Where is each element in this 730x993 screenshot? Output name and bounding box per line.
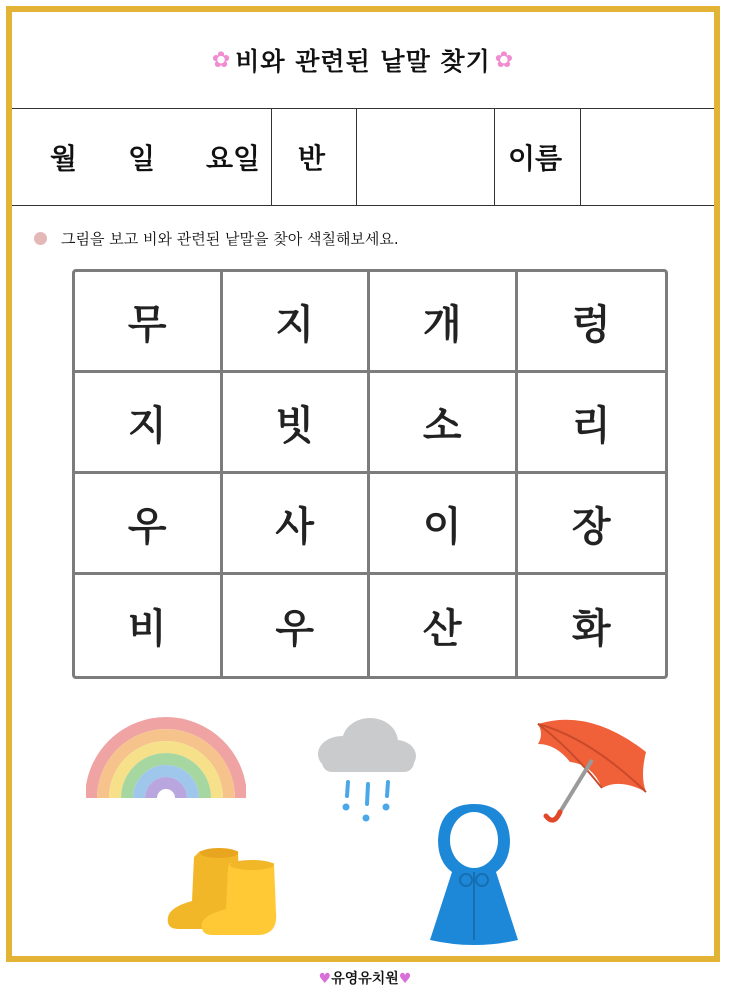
divider — [271, 109, 272, 205]
footer — [0, 968, 730, 988]
heart-icon: ♥ — [398, 971, 412, 987]
grid-cell[interactable]: 우 — [75, 474, 223, 575]
month-label: 월 — [50, 142, 78, 175]
grid-cell[interactable]: 산 — [370, 575, 518, 676]
grid-cell[interactable]: 화 — [571, 606, 611, 652]
grid-cell[interactable]: 무 — [75, 272, 223, 373]
rain-cloud-icon — [312, 712, 422, 830]
class-label: 반 — [298, 142, 326, 175]
grid-cell[interactable]: 리 — [518, 373, 666, 474]
worksheet-frame — [6, 6, 720, 962]
grid-cell[interactable]: 비 — [75, 575, 223, 676]
divider — [12, 108, 714, 109]
divider — [580, 109, 581, 205]
footer-text: 유영유치원 — [331, 971, 399, 987]
flower-icon: ✿ — [494, 47, 515, 73]
divider — [12, 205, 714, 206]
flower-icon: ✿ — [211, 47, 232, 73]
grid-cell[interactable]: 이 — [370, 474, 518, 575]
word-grid — [72, 269, 668, 679]
day-label: 일 — [128, 142, 156, 175]
grid-cell[interactable]: 소 — [370, 373, 518, 474]
weekday-label: 요일 — [206, 142, 261, 175]
name-label: 이름 — [508, 142, 563, 175]
divider — [494, 109, 495, 205]
title-text: 비와 관련된 낱말 찾기 — [235, 47, 491, 76]
page-title — [12, 12, 714, 108]
grid-cell[interactable]: 빗 — [223, 373, 371, 474]
umbrella-icon — [530, 708, 654, 832]
grid-cell[interactable]: 사 — [223, 474, 371, 575]
instruction-text: 그림을 보고 비와 관련된 낱말을 찾아 색칠해보세요. — [61, 230, 399, 248]
divider — [356, 109, 357, 205]
bullet-icon — [34, 232, 47, 245]
rainbow-icon — [86, 716, 246, 802]
grid-cell[interactable]: 개 — [370, 272, 518, 373]
heart-icon: ♥ — [318, 971, 332, 987]
raincoat-icon — [422, 800, 526, 950]
grid-cell[interactable]: 장 — [518, 474, 666, 575]
grid-cell[interactable]: 지 — [223, 272, 371, 373]
grid-cell[interactable]: 우 — [223, 575, 371, 676]
rain-boots-icon — [164, 845, 286, 937]
instruction — [34, 228, 399, 249]
grid-cell[interactable]: 렁 — [518, 272, 666, 373]
grid-cell[interactable]: 지 — [75, 373, 223, 474]
